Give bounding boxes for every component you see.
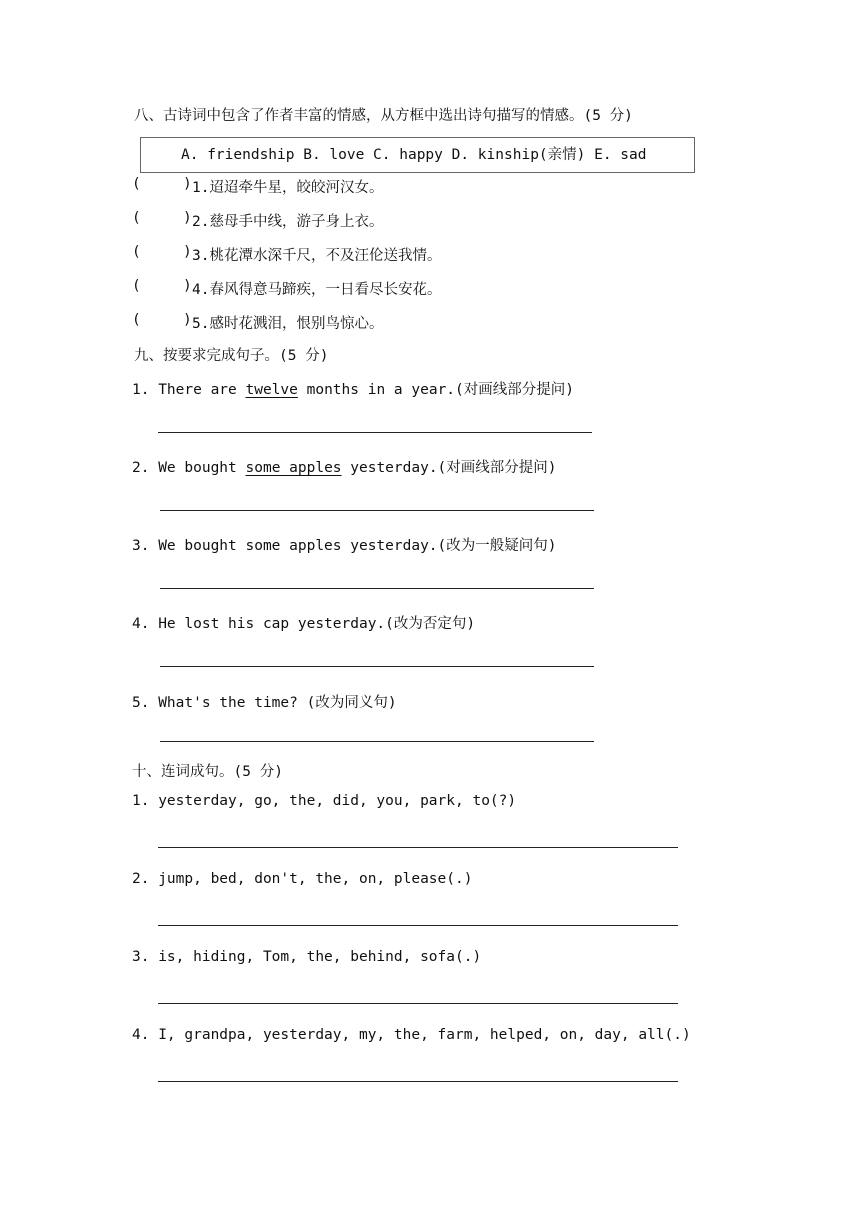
- word-order-question: 2. jump, bed, don't, the, on, please(.): [132, 871, 473, 887]
- answer-paren-open: (: [132, 210, 141, 226]
- rewrite-question: [132, 378, 574, 399]
- answer-line[interactable]: [160, 666, 594, 667]
- answer-line[interactable]: [158, 1003, 678, 1004]
- word-order-question: 4. I, grandpa, yesterday, my, the, farm, helped, on, day, all(.): [132, 1027, 691, 1043]
- answer-line[interactable]: [160, 741, 594, 742]
- rewrite-question: [132, 456, 557, 477]
- rewrite-question: 3. We bought some apples yesterday.(改为一般疑问句): [132, 538, 557, 554]
- answer-paren-open: (: [132, 278, 141, 294]
- poem-line: 5.感时花溅泪，恨别鸟惊心。: [192, 316, 384, 332]
- poem-line: 4.春风得意马蹄疾，一日看尽长安花。: [192, 282, 442, 298]
- question-text: 1. There are: [132, 382, 246, 398]
- poem-line: 2.慈母手中线，游子身上衣。: [192, 214, 384, 230]
- rewrite-question: 4. He lost his cap yesterday.(改为否定句): [132, 616, 476, 632]
- answer-line[interactable]: [160, 510, 594, 511]
- answer-paren-close: ): [183, 176, 192, 192]
- answer-line[interactable]: [158, 1081, 678, 1082]
- question-text: 2. We bought: [132, 460, 246, 476]
- poem-line: 3.桃花潭水深千尺，不及汪伦送我情。: [192, 248, 442, 264]
- answer-paren-open: (: [132, 244, 141, 260]
- section-10-title: 十、连词成句。(5 分): [132, 764, 283, 780]
- section-9-title: 九、按要求完成句子。(5 分): [134, 348, 329, 364]
- options-box: [140, 137, 695, 173]
- answer-paren-open: (: [132, 312, 141, 328]
- answer-line[interactable]: [158, 925, 678, 926]
- answer-line[interactable]: [160, 588, 594, 589]
- section-8-title: 八、古诗词中包含了作者丰富的情感，从方框中选出诗句描写的情感。(5 分): [134, 108, 633, 124]
- poem-line: 1.迢迢牵牛星，皎皎河汉女。: [192, 180, 384, 196]
- underlined-text: some apples: [245, 460, 342, 476]
- options-text: A. friendship B. love C. happy D. kinship(亲情) E. sad: [181, 147, 647, 163]
- answer-paren-close: ): [183, 278, 192, 294]
- question-text: yesterday.(对画线部分提问): [341, 460, 557, 476]
- word-order-question: 3. is, hiding, Tom, the, behind, sofa(.): [132, 949, 482, 965]
- word-order-question: 1. yesterday, go, the, did, you, park, to(?): [132, 793, 517, 809]
- answer-line[interactable]: [158, 432, 592, 433]
- answer-paren-open: (: [132, 176, 141, 192]
- underlined-text: twelve: [245, 382, 298, 398]
- answer-paren-close: ): [183, 210, 192, 226]
- answer-line[interactable]: [158, 847, 678, 848]
- answer-paren-close: ): [183, 244, 192, 260]
- question-text: months in a year.(对画线部分提问): [297, 382, 574, 398]
- rewrite-question: 5. What's the time? (改为同义句): [132, 695, 397, 711]
- answer-paren-close: ): [183, 312, 192, 328]
